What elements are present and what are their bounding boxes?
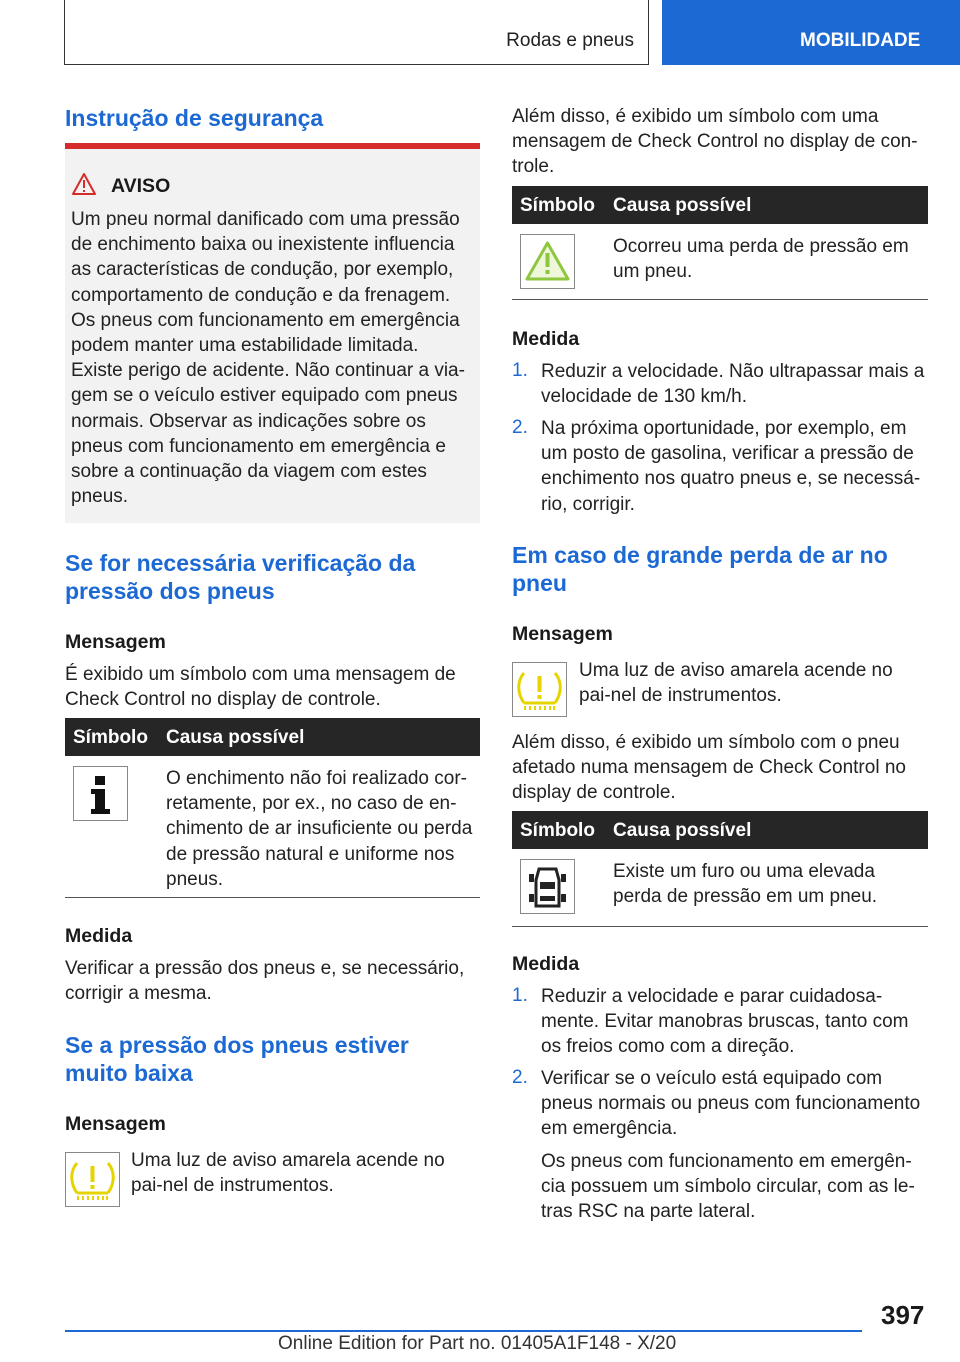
measure-label-left: Medida xyxy=(65,925,133,947)
header-chapter-tab xyxy=(662,0,960,65)
step-number: 2. xyxy=(512,417,528,438)
heading-safety: Instrução de segurança xyxy=(65,105,324,131)
message-label-right: Mensagem xyxy=(512,623,613,645)
table-header xyxy=(512,811,928,849)
tire-pressure-warning-icon xyxy=(512,662,567,717)
heading-check-pressure: Se for necessária verificação da pressão dos pneus xyxy=(65,550,416,604)
table-bottom-rule xyxy=(512,926,928,927)
table-header-symbol: Símbolo xyxy=(520,820,595,841)
header-section-title: Rodas e pneus xyxy=(506,30,634,51)
table-header xyxy=(512,186,928,224)
step-number: 1. xyxy=(512,360,528,381)
message-label-2: Mensagem xyxy=(65,1113,166,1135)
symbol-table-2 xyxy=(512,186,928,302)
table-header xyxy=(65,718,480,756)
header-chapter-title: MOBILIDADE xyxy=(800,30,921,51)
tire-pressure-triangle-icon xyxy=(520,234,575,289)
step-number: 2. xyxy=(512,1067,528,1088)
table-header-cause: Causa possível xyxy=(613,820,752,841)
info-icon xyxy=(73,766,128,821)
table-header-symbol: Símbolo xyxy=(520,195,595,216)
tire-pressure-warning-icon xyxy=(65,1152,120,1207)
step-text: Reduzir a velocidade. Não ultrapassar mais a velocidade de 130 km/h. xyxy=(541,361,925,408)
step-note: Os pneus com funcionamento em emergên-cia possuem um símbolo circular, com as le-tras RSC na parte lateral. xyxy=(541,1151,915,1223)
symbol-table-3 xyxy=(512,811,928,929)
table-cause-text: Existe um furo ou uma elevada perda de pressão em um pneu. xyxy=(613,861,878,908)
table-header-cause: Causa possível xyxy=(613,195,752,216)
table-header-cause: Causa possível xyxy=(166,727,305,748)
step-text: Verificar se o veículo está equipado com pneus normais ou pneus com funcionamento em emergência. xyxy=(541,1068,921,1140)
table-header-symbol: Símbolo xyxy=(73,727,148,748)
car-top-view-icon xyxy=(520,859,575,914)
message-label-1: Mensagem xyxy=(65,631,166,653)
message-text-1: É exibido um símbolo com uma mensagem de Check Control no display de controle. xyxy=(65,664,456,711)
warning-triangle-icon xyxy=(72,173,96,195)
table-cause-text: O enchimento não foi realizado cor-retamente, por ex., no caso de en-chimento de ar insuficiente ou perda de pressão natural e uniforme nos pneus. xyxy=(166,768,473,890)
measure-label-right-2: Medida xyxy=(512,953,580,975)
table-bottom-rule xyxy=(512,299,928,300)
intro2-right: Além disso, é exibido um símbolo com o pneu afetado numa mensagem de Check Control no display de controle. xyxy=(512,732,906,804)
measure-label-right-1: Medida xyxy=(512,328,580,350)
footer-rule xyxy=(65,1330,862,1332)
indicator-text-right: Uma luz de aviso amarela acende no pai-nel de instrumentos. xyxy=(579,660,893,707)
table-bottom-rule xyxy=(65,897,480,898)
intro-right: Além disso, é exibido um símbolo com uma mensagem de Check Control no display de con-trole. xyxy=(512,106,918,178)
footer-edition: Online Edition for Part no. 01405A1F148 - X/20 xyxy=(278,1333,677,1354)
warning-text: Um pneu normal danificado com uma pressão de enchimento baixa ou inexistente influencia as características de condução, por exemplo, comportamento de condução e da frenagem. Os pneus com funcionamento em emergência podem manter uma estabilidade limitada. Existe perigo de acidente. Não continuar a via-gem se o veículo estiver equipado com pneus normais. Observar as indicações sobre os pneus com funcionamento em emergência e sobre a continuação da viagem com estes pneus. xyxy=(71,209,465,508)
step-text: Reduzir a velocidade e parar cuidadosa-mente. Evitar manobras bruscas, tanto com os freios como com a direção. xyxy=(541,986,909,1058)
indicator-text-left: Uma luz de aviso amarela acende no pai-nel de instrumentos. xyxy=(131,1150,445,1197)
measure-text-left: Verificar a pressão dos pneus e, se necessário, corrigir a mesma. xyxy=(65,958,465,1005)
warning-box xyxy=(65,143,480,523)
warning-title: AVISO xyxy=(111,175,171,197)
table-cause-text: Ocorreu uma perda de pressão em um pneu. xyxy=(613,236,909,283)
step-text: Na próxima oportunidade, por exemplo, em um posto de gasolina, verificar a pressão de enchimento nos quatro pneus e, se necessá-rio, corrigir. xyxy=(541,418,921,515)
heading-low-pressure: Se a pressão dos pneus estiver muito baixa xyxy=(65,1032,409,1086)
symbol-table-1 xyxy=(65,718,480,900)
page-number: 397 xyxy=(881,1300,925,1330)
step-number: 1. xyxy=(512,985,528,1006)
header-section-box xyxy=(64,0,649,65)
heading-large-loss: Em caso de grande perda de ar no pneu xyxy=(512,542,888,596)
